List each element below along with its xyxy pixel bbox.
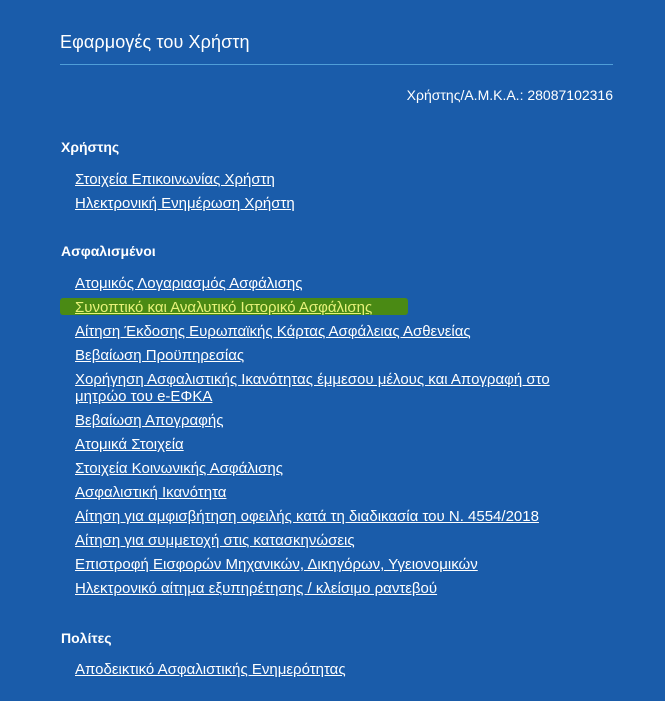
link-personal-details[interactable]: Ατομικά Στοιχεία	[75, 436, 184, 453]
list-item	[75, 484, 605, 501]
link-debt-dispute-request[interactable]: Αίτηση για αμφισβήτηση οφειλής κατά τη διαδικασία του Ν. 4554/2018	[75, 508, 539, 525]
list-item	[75, 436, 605, 453]
list-item	[75, 661, 605, 678]
list-item	[75, 195, 605, 212]
link-electronic-notification[interactable]: Ηλεκτρονική Ενημέρωση Χρήστη	[75, 195, 295, 212]
page-title: Εφαρμογές του Χρήστη	[60, 32, 250, 52]
link-insurance-history[interactable]: Συνοπτικό και Αναλυτικό Ιστορικό Ασφάλισης	[75, 299, 373, 316]
link-individual-insurance-account[interactable]: Ατομικός Λογαριασμός Ασφάλισης	[75, 275, 303, 292]
citizens-links-list	[75, 661, 605, 685]
link-service-request-appointment[interactable]: Ηλεκτρονικό αίτημα εξυπηρέτησης / κλείσιμο ραντεβού	[75, 580, 438, 597]
section-title-insured: Ασφαλισμένοι	[61, 243, 156, 259]
section-title-user: Χρήστης	[61, 139, 120, 155]
list-item	[75, 275, 605, 292]
list-item	[75, 299, 605, 316]
link-prior-service-certificate[interactable]: Βεβαίωση Προϋπηρεσίας	[75, 347, 245, 364]
section-title-citizens: Πολίτες	[61, 630, 112, 646]
insured-links-list	[75, 275, 605, 604]
list-item	[75, 323, 605, 340]
link-european-health-card[interactable]: Αίτηση Έκδοσης Ευρωπαϊκής Κάρτας Ασφάλειας Ασθενείας	[75, 323, 471, 340]
list-item	[75, 460, 605, 477]
user-amka-info: Χρήστης/Α.Μ.Κ.Α.: 28087102316	[406, 87, 613, 103]
link-contributions-refund[interactable]: Επιστροφή Εισφορών Μηχανικών, Δικηγόρων, Υγειονομικών	[75, 556, 478, 573]
list-item	[75, 556, 605, 573]
user-links-list	[75, 171, 605, 219]
link-indirect-member-capacity[interactable]: Χορήγηση Ασφαλιστικής Ικανότητας έμμεσου μέλους και Απογραφή στο μητρώο του e-ΕΦΚΑ	[75, 371, 550, 405]
list-item	[75, 532, 605, 549]
list-item	[75, 412, 605, 429]
list-item	[75, 347, 605, 364]
link-insurance-clearance-certificate[interactable]: Αποδεικτικό Ασφαλιστικής Ενημερότητας	[75, 661, 346, 678]
list-item	[75, 171, 605, 188]
link-registration-certificate[interactable]: Βεβαίωση Απογραφής	[75, 412, 224, 429]
title-divider	[60, 64, 613, 65]
link-insurance-capacity[interactable]: Ασφαλιστική Ικανότητα	[75, 484, 227, 501]
link-social-insurance-details[interactable]: Στοιχεία Κοινωνικής Ασφάλισης	[75, 460, 283, 477]
list-item	[75, 508, 605, 525]
list-item	[75, 580, 605, 597]
link-camp-participation-request[interactable]: Αίτηση για συμμετοχή στις κατασκηνώσεις	[75, 532, 355, 549]
link-contact-details[interactable]: Στοιχεία Επικοινωνίας Χρήστη	[75, 171, 275, 188]
list-item	[75, 371, 605, 405]
